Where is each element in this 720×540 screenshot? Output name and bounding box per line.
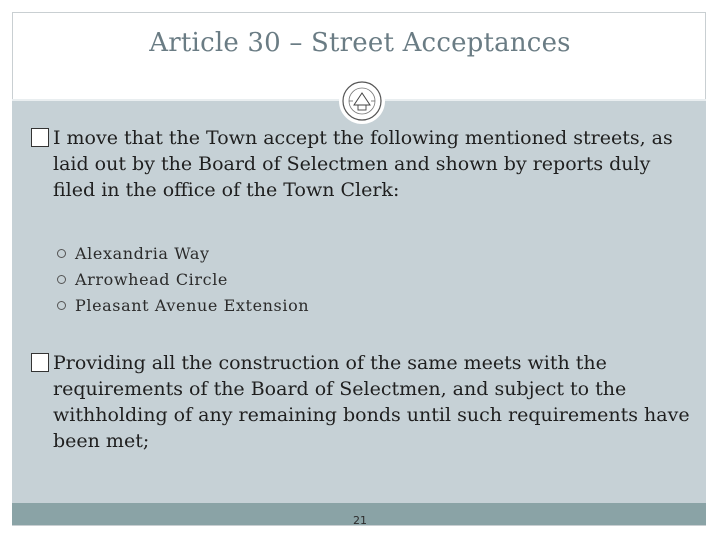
street-name: Alexandria Way [75, 244, 210, 263]
town-seal-icon [339, 78, 385, 124]
checkbox-bullet-icon [31, 353, 49, 372]
slide-title: Article 30 – Street Acceptances [149, 28, 571, 58]
page-number: 21 [353, 514, 367, 527]
circle-bullet-icon [57, 301, 66, 310]
list-item [57, 241, 309, 267]
street-name: Arrowhead Circle [75, 270, 228, 289]
list-item [57, 267, 309, 293]
circle-bullet-icon [57, 275, 66, 284]
checkbox-bullet-icon [31, 128, 49, 147]
motion-paragraph [53, 125, 693, 203]
list-item [57, 293, 309, 319]
motion-text: I move that the Town accept the following mentioned streets, as laid out by the Board of Selectmen and shown by reports duly filed in the office of the Town Clerk: [53, 127, 673, 201]
street-name: Pleasant Avenue Extension [75, 296, 310, 315]
proviso-paragraph [53, 350, 693, 454]
circle-bullet-icon [57, 249, 66, 258]
street-list [57, 241, 309, 319]
proviso-text: Providing all the construction of the same meets with the requirements of the Board of Selectmen, and subject to the withholding of any remaining bonds until such requirements have been met; [53, 352, 690, 452]
